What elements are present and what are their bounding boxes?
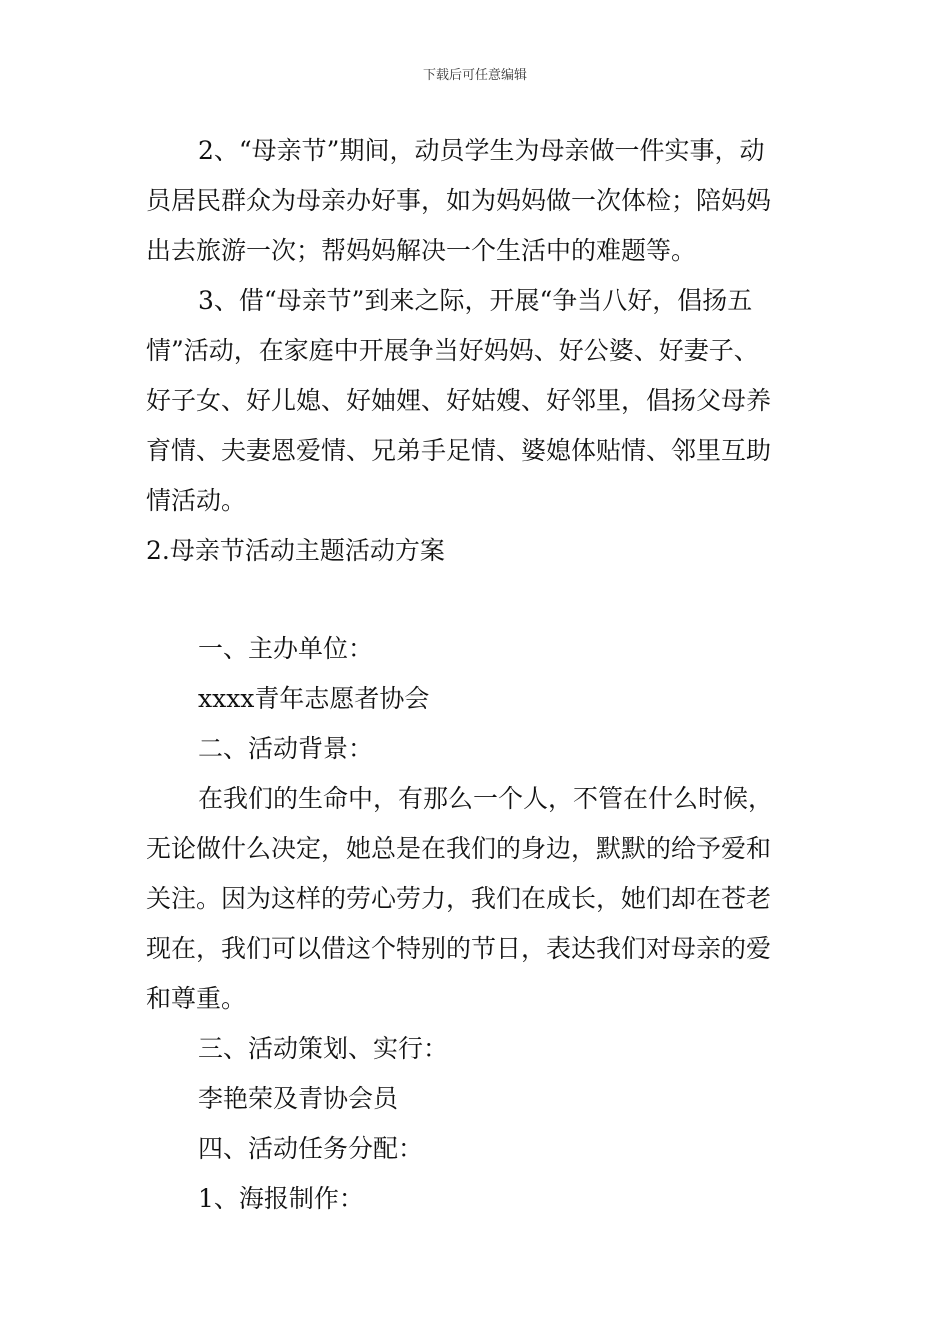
- text-line: 在我们的生命中，有那么一个人，不管在什么时候，: [198, 784, 774, 813]
- text-line: 3、借“母亲节”到来之际，开展“争当八好，倡扬五: [198, 286, 753, 315]
- task-item-poster: 1、海报制作：: [198, 1184, 364, 1213]
- paragraph-background: [146, 774, 806, 1024]
- heading-task-assignment: 四、活动任务分配：: [198, 1134, 424, 1163]
- heading-organizer: 一、主办单位：: [198, 634, 374, 663]
- text-line: 出去旅游一次；帮妈妈解决一个生活中的难题等。: [146, 236, 697, 265]
- page-header: 下载后可任意编辑: [422, 68, 527, 83]
- text-line: 2、“母亲节”期间，动员学生为母亲做一件实事，动: [198, 136, 765, 165]
- text-line: 员居民群众为母亲办好事，如为妈妈做一次体检；陪妈妈: [146, 186, 772, 215]
- paragraph-item-3: [146, 276, 806, 526]
- document-body: [146, 126, 806, 1224]
- heading-background: 二、活动背景：: [198, 734, 374, 763]
- text-line: 情活动。: [146, 486, 247, 515]
- text-line: 现在，我们可以借这个特别的节日，表达我们对母亲的爱: [146, 934, 772, 963]
- text-line: 关注。因为这样的劳心劳力，我们在成长，她们却在苍老: [146, 884, 772, 913]
- section-title: 2.母亲节活动主题活动方案: [146, 536, 445, 565]
- organizer-name: xxxx青年志愿者协会: [198, 684, 430, 713]
- text-line: 好子女、好儿媳、好妯娌、好姑嫂、好邻里，倡扬父母养: [146, 386, 772, 415]
- text-line: 情”活动，在家庭中开展争当好妈妈、好公婆、好妻子、: [146, 336, 759, 365]
- heading-planning: 三、活动策划、实行：: [198, 1034, 449, 1063]
- blank-spacer: [146, 576, 806, 624]
- text-line: 无论做什么决定，她总是在我们的身边，默默的给予爱和: [146, 834, 772, 863]
- paragraph-item-2: [146, 126, 806, 276]
- text-line: 和尊重。: [146, 984, 247, 1013]
- text-line: 育情、夫妻恩爱情、兄弟手足情、婆媳体贴情、邻里互助: [146, 436, 772, 465]
- planning-members: 李艳荣及青协会员: [198, 1084, 399, 1113]
